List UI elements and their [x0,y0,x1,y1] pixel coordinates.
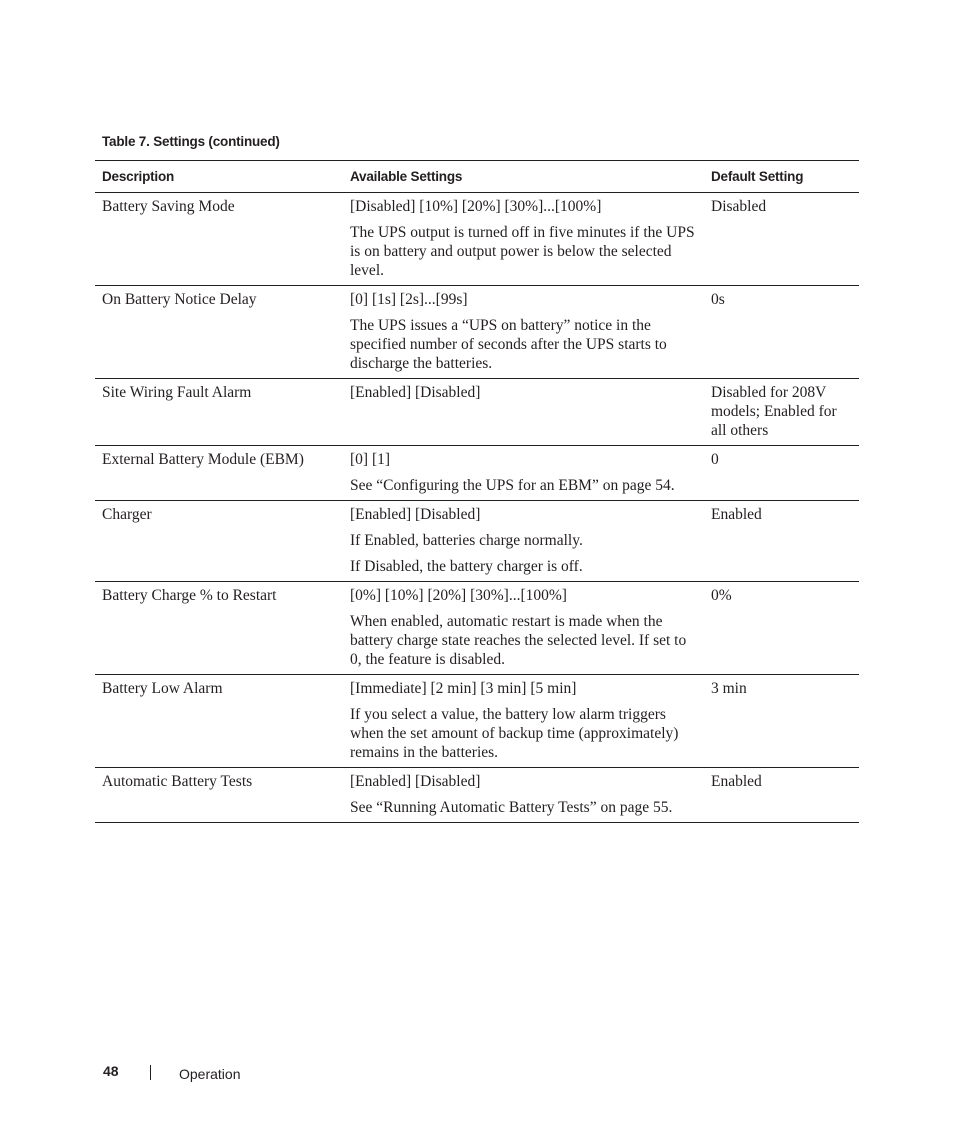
table-row [95,501,859,582]
table-row [95,582,859,675]
available-settings-options: [Enabled] [Disabled] [350,384,481,401]
available-settings-options: [0%] [10%] [20%] [30%]...[100%] [350,587,567,604]
default-setting: Disabled for 208V models; Enabled for all others [704,379,859,446]
default-setting: 0s [704,286,859,379]
available-settings-options: [0] [1s] [2s]...[99s] [350,291,468,308]
available-settings-options: [Enabled] [Disabled] [350,773,481,790]
column-header-description: Description [95,161,343,193]
available-settings-cell [343,193,704,286]
setting-description: Battery Low Alarm [95,675,343,768]
available-settings-cell [343,675,704,768]
table-row [95,193,859,286]
setting-description: Site Wiring Fault Alarm [95,379,343,446]
setting-description: Battery Charge % to Restart [95,582,343,675]
default-setting: 0% [704,582,859,675]
table-header-row [95,161,859,193]
footer-separator [150,1065,151,1080]
setting-explanation: If Enabled, batteries charge normally. [350,532,583,549]
setting-explanation: If Disabled, the battery charger is off. [350,558,583,575]
available-settings-options: [0] [1] [350,451,391,468]
table-caption: Table 7. Settings (continued) [102,134,280,149]
section-name: Operation [179,1066,241,1082]
table-row [95,379,859,446]
page-number: 48 [103,1063,119,1079]
setting-description: Battery Saving Mode [95,193,343,286]
table-row [95,675,859,768]
available-settings-options: [Immediate] [2 min] [3 min] [5 min] [350,680,577,697]
setting-description: On Battery Notice Delay [95,286,343,379]
available-settings-cell [343,501,704,582]
setting-description: External Battery Module (EBM) [95,446,343,501]
available-settings-cell [343,582,704,675]
table-row [95,286,859,379]
available-settings-cell [343,768,704,823]
available-settings-cell [343,379,704,446]
setting-explanation: If you select a value, the battery low alarm triggers when the set amount of backup time (approximately) remains in the batteries. [350,706,679,761]
setting-description: Automatic Battery Tests [95,768,343,823]
default-setting: 0 [704,446,859,501]
available-settings-cell [343,446,704,501]
setting-explanation: The UPS issues a “UPS on battery” notice in the specified number of seconds after the UPS starts to discharge the batteries. [350,317,667,372]
default-setting: Enabled [704,501,859,582]
default-setting: Enabled [704,768,859,823]
default-setting: 3 min [704,675,859,768]
setting-description: Charger [95,501,343,582]
available-settings-cell [343,286,704,379]
setting-explanation: When enabled, automatic restart is made when the battery charge state reaches the selected level. If set to 0, the feature is disabled. [350,613,687,668]
available-settings-options: [Disabled] [10%] [20%] [30%]...[100%] [350,198,602,215]
table-row [95,446,859,501]
settings-table [95,160,859,823]
column-header-available-settings: Available Settings [343,161,704,193]
table-row [95,768,859,823]
setting-explanation: The UPS output is turned off in five minutes if the UPS is on battery and output power is below the selected level. [350,224,695,279]
setting-explanation: See “Configuring the UPS for an EBM” on page 54. [350,477,675,494]
default-setting: Disabled [704,193,859,286]
available-settings-options: [Enabled] [Disabled] [350,506,481,523]
column-header-default-setting: Default Setting [704,161,859,193]
setting-explanation: See “Running Automatic Battery Tests” on page 55. [350,799,673,816]
